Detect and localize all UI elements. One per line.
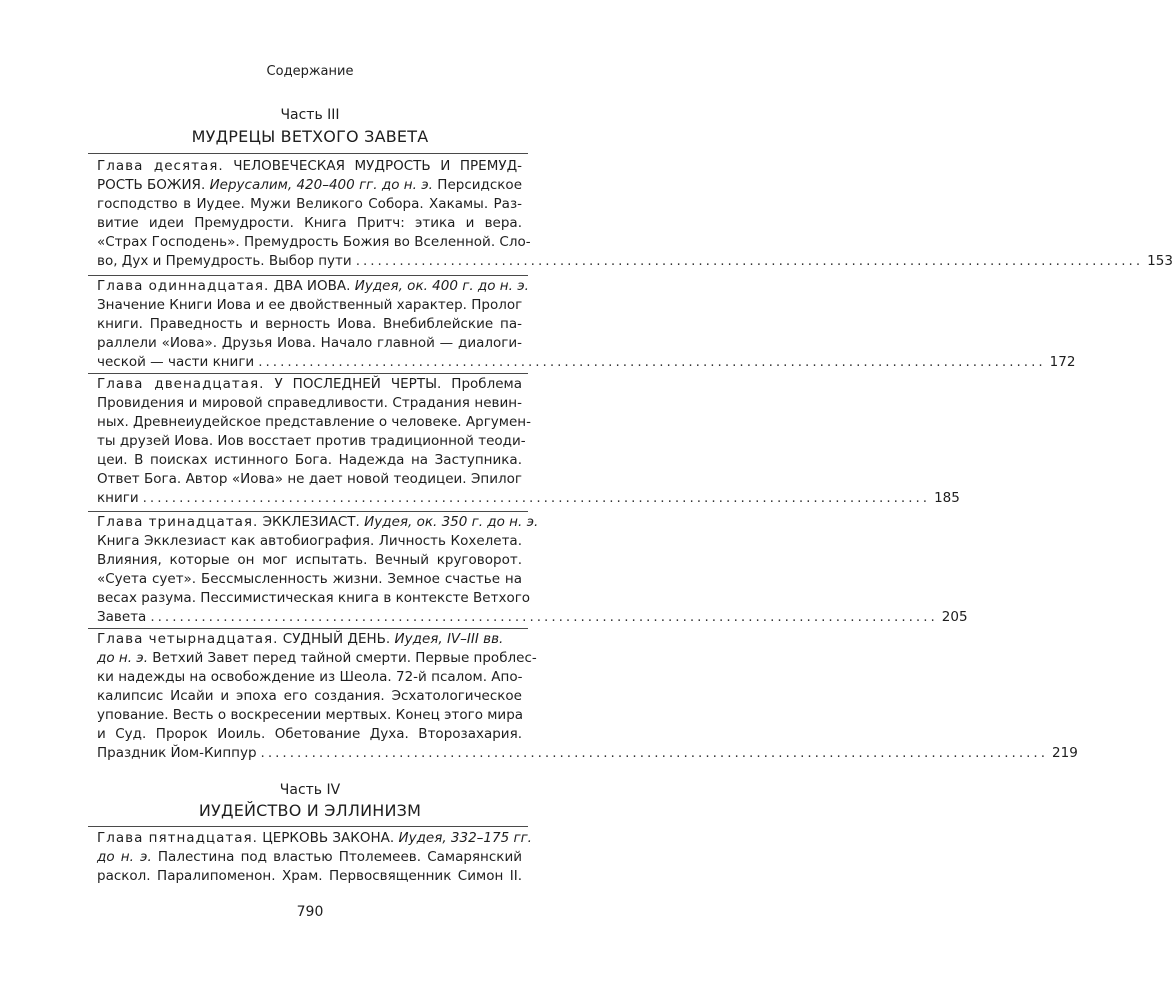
divider [88,373,528,374]
toc-line: РОСТЬ БОЖИЯ. Иерусалим, 420–400 гг. до н. э. Персидское [97,177,522,193]
divider [88,628,528,629]
toc-line: цеи. В поисках истинного Бога. Надежда на Заступника. [97,452,522,468]
page-folio: 790 [296,904,324,920]
toc-line: ты друзей Иова. Иов восстает против традиционной теоди- [97,433,526,449]
toc-line: весах разума. Пессимистическая книга в контексте Ветхого [97,590,531,606]
toc-line: Влияния, которые он мог испытать. Вечный круговорот. [97,552,522,568]
toc-line: «Страх Господень». Премудрость Божия во Вселенной. Сло- [97,234,531,250]
toc-line: раскол. Паралипоменон. Храм. Первосвященник Симон II. [97,868,522,884]
toc-line: Книга Экклезиаст как автобиография. Личность Кохелета. [97,533,522,549]
toc-entry-chapter-11[interactable] [97,277,1076,372]
toc-line-last: Завета ............................................................................................................ 205 [97,609,968,625]
toc-entry-chapter-12[interactable] [97,375,960,508]
part-4-label: Часть IV [279,782,341,798]
toc-line: Глава тринадцатая. ЭККЛЕЗИАСТ. Иудея, ок. 350 г. до н. э. [97,514,539,530]
page-number: 153 [1147,253,1173,269]
toc-line: витие идеи Премудрости. Книга Притч: этика и вера. [97,215,522,231]
part-3-label: Часть III [280,107,340,123]
toc-line: упование. Весть о воскресении мертвых. Конец этого мира [97,707,524,723]
toc-line: ки надежды на освобождение из Шеола. 72-й псалом. Апо- [97,669,523,685]
toc-line: Глава четырнадцатая. СУДНЫЙ ДЕНЬ. Иудея, IV–III вв. [97,631,504,647]
part-3-title: МУДРЕЦЫ ВЕТХОГО ЗАВЕТА [191,127,429,146]
divider [88,511,528,512]
part-4-title: ИУДЕЙСТВО И ЭЛЛИНИЗМ [198,801,422,820]
toc-line: книги. Праведность и верность Иова. Внебиблейские па- [97,316,522,332]
page-number: 185 [934,490,960,506]
toc-line: Провидения и мировой справедливости. Страдания невин- [97,395,522,411]
page-number: 172 [1049,354,1076,370]
dot-leader: ............................................................................................................ [355,253,1144,269]
toc-line: Глава десятая. ЧЕЛОВЕЧЕСКАЯ МУДРОСТЬ И ПРЕМУД- [97,158,522,174]
toc-line: ных. Древнеиудейское представление о человеке. Аргумен- [97,414,531,430]
divider [88,275,528,276]
toc-entry-chapter-15[interactable] [97,829,532,886]
dot-leader: ............................................................................................................ [260,745,1049,761]
toc-line: калипсис Исайи и эпоха его создания. Эсхатологическое [97,688,522,704]
divider [88,826,528,827]
dot-leader: ............................................................................................................ [258,354,1046,370]
toc-line: и Суд. Пророк Иоиль. Обетование Духа. Второзахария. [97,726,522,742]
toc-line: «Суета сует». Бессмысленность жизни. Земное счастье на [97,571,522,587]
dot-leader: ............................................................................................................ [150,609,938,625]
toc-entry-chapter-14[interactable] [97,630,1078,763]
toc-line-last: книги ............................................................................................................ 185 [97,490,960,506]
divider [88,153,528,154]
toc-line: Ответ Бога. Автор «Иова» не дает новой теодицеи. Эпилог [97,471,522,487]
page-number: 205 [941,609,968,625]
toc-line: Глава двенадцатая. У ПОСЛЕДНЕЙ ЧЕРТЫ. Проблема [97,376,522,392]
toc-entry-chapter-13[interactable] [97,513,968,627]
toc-line: Глава одиннадцатая. ДВА ИОВА. Иудея, ок. 400 г. до н. э. [97,278,529,294]
toc-line: Глава пятнадцатая. ЦЕРКОВЬ ЗАКОНА. Иудея, 332–175 гг. [97,830,532,846]
toc-line: до н. э. Ветхий Завет перед тайной смерти. Первые проблес- [97,650,537,666]
toc-line: Значение Книги Иова и ее двойственный характер. Пролог [97,297,523,313]
toc-line: раллели «Иова». Друзья Иова. Начало главной — диалоги- [97,335,522,351]
toc-line-last: Праздник Йом-Киппур ............................................................................................................ 219 [97,745,1078,761]
running-head: Содержание [266,64,354,79]
toc-line-last: ческой — части книги ............................................................................................................ 172 [97,354,1076,370]
toc-line: господство в Иудее. Мужи Великого Собора. Хакамы. Раз- [97,196,522,212]
toc-line: до н. э. Палестина под властью Птолемеев. Самарянский [97,849,522,865]
toc-line-last: во, Дух и Премудрость. Выбор пути ............................................................................................................ 153 [97,253,1173,269]
page-number: 219 [1052,745,1078,761]
dot-leader: ............................................................................................................ [142,490,931,506]
toc-entry-chapter-10[interactable] [97,157,1173,271]
